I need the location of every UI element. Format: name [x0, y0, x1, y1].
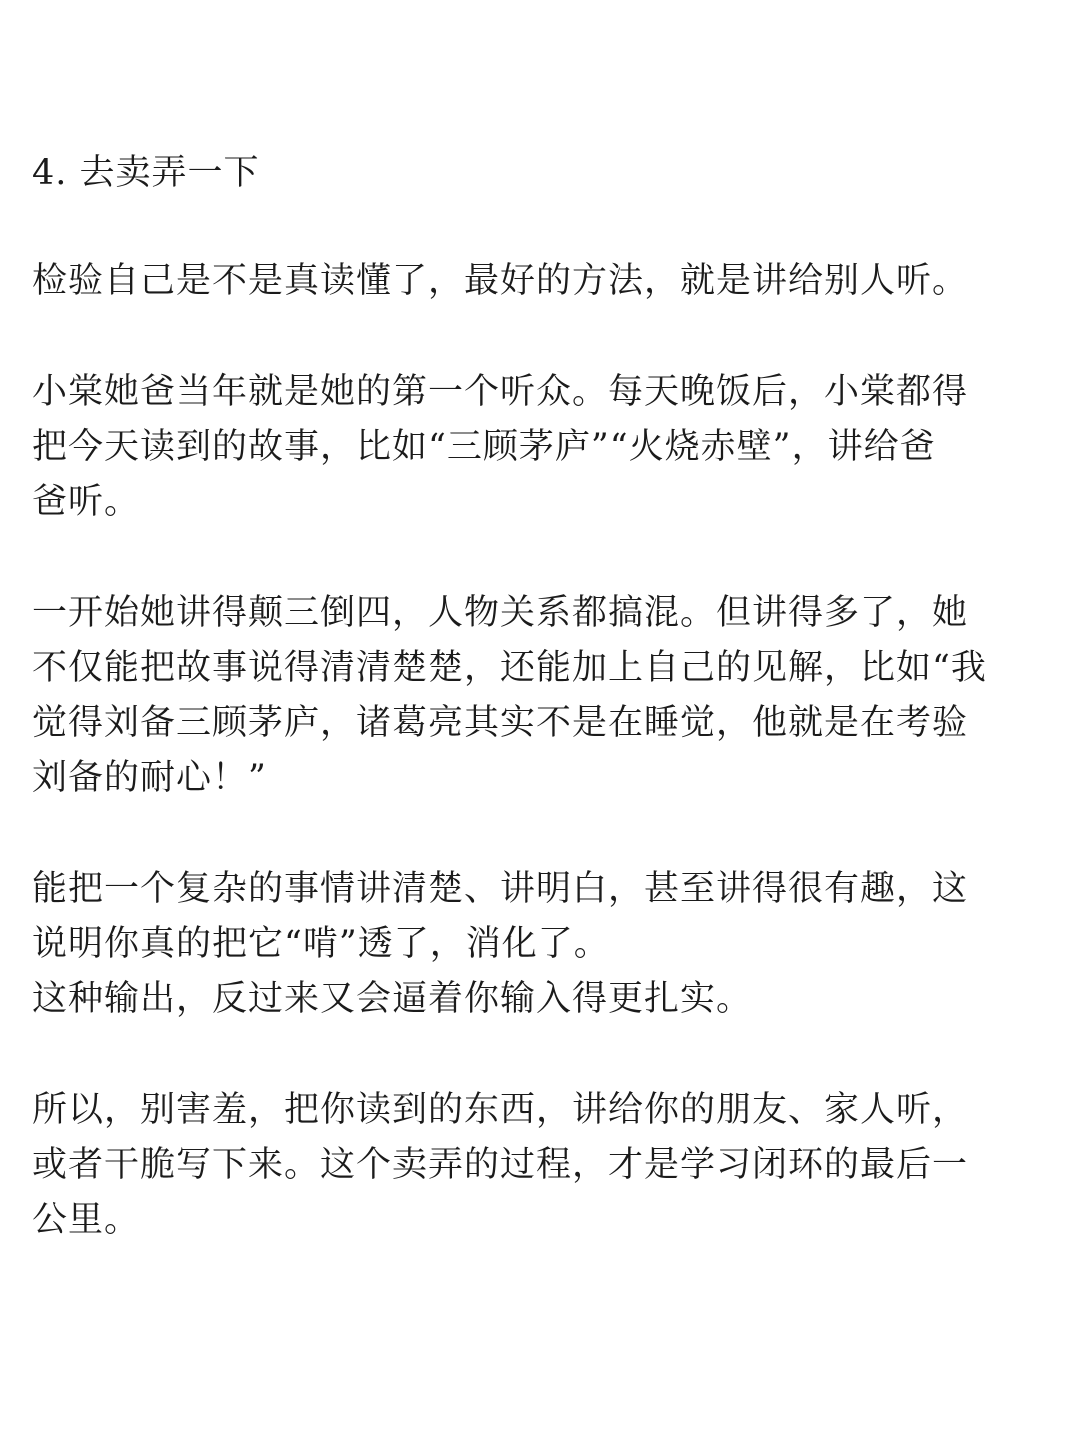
- paragraph-1: [32, 254, 1027, 309]
- article-body: [32, 146, 1027, 1248]
- paragraph-line: 公里。: [32, 1200, 141, 1240]
- paragraph-line: 把今天读到的故事，比如“三顾茅庐”“火烧赤壁”，讲给爸: [32, 427, 936, 467]
- paragraph-line: 爸听。: [32, 482, 141, 522]
- paragraph-line: 所以，别害羞，把你读到的东西，讲给你的朋友、家人听，: [32, 1090, 969, 1130]
- paragraph-line: 刘备的耐心！”: [32, 758, 267, 798]
- paragraph-5: [32, 1083, 1027, 1248]
- paragraph-line: 能把一个复杂的事情讲清楚、讲明白，甚至讲得很有趣，这: [32, 869, 969, 909]
- section-heading: 4. 去卖弄一下: [32, 153, 260, 193]
- paragraph-line: 一开始她讲得颠三倒四，人物关系都搞混。但讲得多了，她: [32, 593, 969, 633]
- paragraph-line: 检验自己是不是真读懂了，最好的方法，就是讲给别人听。: [32, 261, 969, 301]
- paragraph-line: 这种输出，反过来又会逼着你输入得更扎实。: [32, 979, 753, 1019]
- paragraph-line: 说明你真的把它“啃”透了，消化了。: [32, 924, 610, 964]
- paragraph-line: 或者干脆写下来。这个卖弄的过程，才是学习闭环的最后一: [32, 1145, 969, 1185]
- paragraph-3: [32, 586, 1027, 806]
- paragraph-4: [32, 862, 1027, 1027]
- paragraph-2: [32, 365, 1027, 530]
- paragraph-line: 小棠她爸当年就是她的第一个听众。每天晚饭后，小棠都得: [32, 372, 969, 412]
- paragraph-line: 不仅能把故事说得清清楚楚，还能加上自己的见解，比如“我: [32, 648, 987, 688]
- paragraph-line: 觉得刘备三顾茅庐，诸葛亮其实不是在睡觉，他就是在考验: [32, 703, 969, 743]
